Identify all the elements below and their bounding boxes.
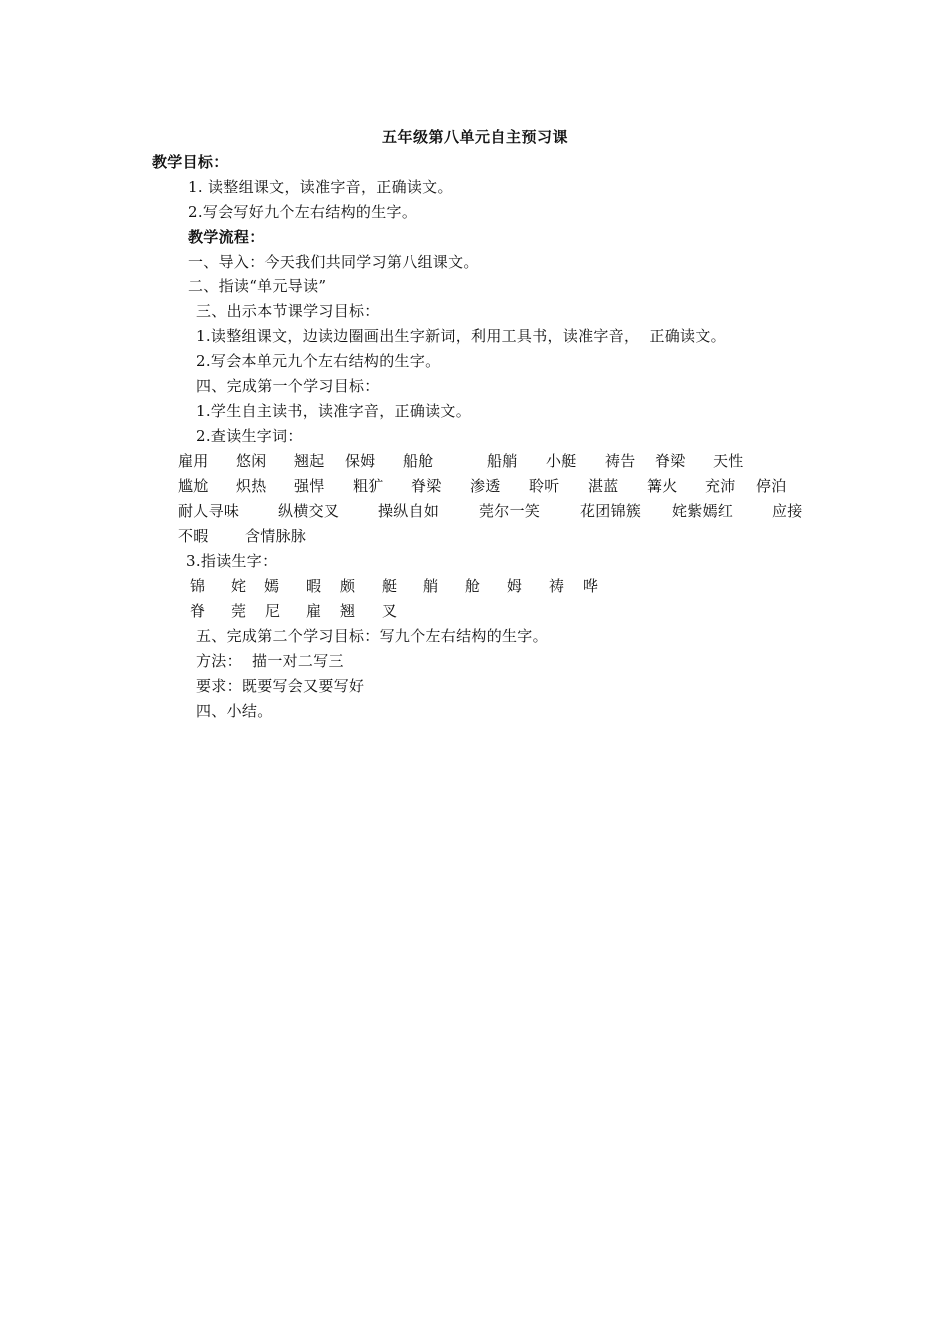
goal-item-2: 2.写会写好九个左右结构的生字。 xyxy=(188,203,418,221)
vocab-word: 雇用 xyxy=(178,452,209,470)
vocab-word: 应接 xyxy=(772,502,803,520)
step-check-words: 2.查读生字词： xyxy=(196,427,303,445)
vocab-word: 耐人寻味 xyxy=(178,502,240,520)
vocab-word: 小艇 xyxy=(546,452,577,470)
vocab-word: 悠闲 xyxy=(236,452,267,470)
step-show-goals: 三、出示本节课学习目标： xyxy=(196,302,380,320)
step-guide-reading: 二、指读“单元导读” xyxy=(188,277,327,295)
step-goal-1: 1.读整组课文，边读边圈画出生字新词，利用工具书，读准字音， 正确读文。 xyxy=(196,327,726,345)
char-item: 艇 xyxy=(382,577,398,595)
vocab-word: 操纵自如 xyxy=(378,502,440,520)
method-line: 方法： 描一对二写三 xyxy=(196,652,344,670)
char-item: 尼 xyxy=(265,602,281,620)
char-item: 暇 xyxy=(306,577,322,595)
vocab-word: 莞尔一笑 xyxy=(479,502,541,520)
char-item: 嫣 xyxy=(264,577,280,595)
vocab-word: 炽热 xyxy=(236,477,267,495)
vocab-word: 尴尬 xyxy=(178,477,209,495)
vocab-word: 纵横交叉 xyxy=(278,502,340,520)
char-item: 姹 xyxy=(231,577,247,595)
vocab-word: 含情脉脉 xyxy=(245,527,307,545)
vocab-word: 篝火 xyxy=(647,477,678,495)
char-item: 祷 xyxy=(549,577,565,595)
vocab-word: 聆听 xyxy=(529,477,560,495)
vocab-word: 强悍 xyxy=(294,477,325,495)
summary-line: 四、小结。 xyxy=(196,702,273,720)
char-item: 雇 xyxy=(306,602,322,620)
char-item: 锦 xyxy=(190,577,206,595)
vocab-word: 船舱 xyxy=(403,452,434,470)
char-item: 翘 xyxy=(340,602,356,620)
char-item: 哗 xyxy=(583,577,599,595)
vocab-word: 充沛 xyxy=(705,477,736,495)
step-read-chars: 3.指读生字： xyxy=(186,552,278,570)
step-first-goal: 四、完成第一个学习目标： xyxy=(196,377,380,395)
vocab-word: 姹紫嫣红 xyxy=(672,502,734,520)
requirement-line: 要求：既要写会又要写好 xyxy=(196,677,365,695)
step-intro: 一、导入：今天我们共同学习第八组课文。 xyxy=(188,253,479,271)
char-item: 姆 xyxy=(507,577,523,595)
char-item: 艄 xyxy=(423,577,439,595)
vocab-word: 船艄 xyxy=(487,452,518,470)
char-item: 脊 xyxy=(190,602,206,620)
goals-heading: 教学目标： xyxy=(152,153,229,171)
vocab-word: 粗犷 xyxy=(353,477,384,495)
vocab-word: 祷告 xyxy=(605,452,636,470)
char-item: 舱 xyxy=(465,577,481,595)
step-read-self: 1.学生自主读书，读准字音，正确读文。 xyxy=(196,402,472,420)
vocab-word: 渗透 xyxy=(470,477,501,495)
vocab-word: 保姆 xyxy=(345,452,376,470)
vocab-word: 湛蓝 xyxy=(588,477,619,495)
char-item: 颇 xyxy=(340,577,356,595)
vocab-word: 脊梁 xyxy=(411,477,442,495)
char-item: 叉 xyxy=(382,602,398,620)
vocab-word: 花团锦簇 xyxy=(580,502,642,520)
process-heading: 教学流程： xyxy=(188,228,265,246)
step-second-goal: 五、完成第二个学习目标：写九个左右结构的生字。 xyxy=(196,627,548,645)
vocab-word: 不暇 xyxy=(178,527,209,545)
document-title: 五年级第八单元自主预习课 xyxy=(381,128,568,146)
char-item: 莞 xyxy=(231,602,247,620)
vocab-word: 天性 xyxy=(713,452,744,470)
vocab-word: 脊梁 xyxy=(655,452,686,470)
vocab-word: 停泊 xyxy=(756,477,787,495)
step-goal-2: 2.写会本单元九个左右结构的生字。 xyxy=(196,352,441,370)
vocab-word: 翘起 xyxy=(294,452,325,470)
goal-item-1: 1. 读整组课文，读准字音，正确读文。 xyxy=(188,178,453,196)
